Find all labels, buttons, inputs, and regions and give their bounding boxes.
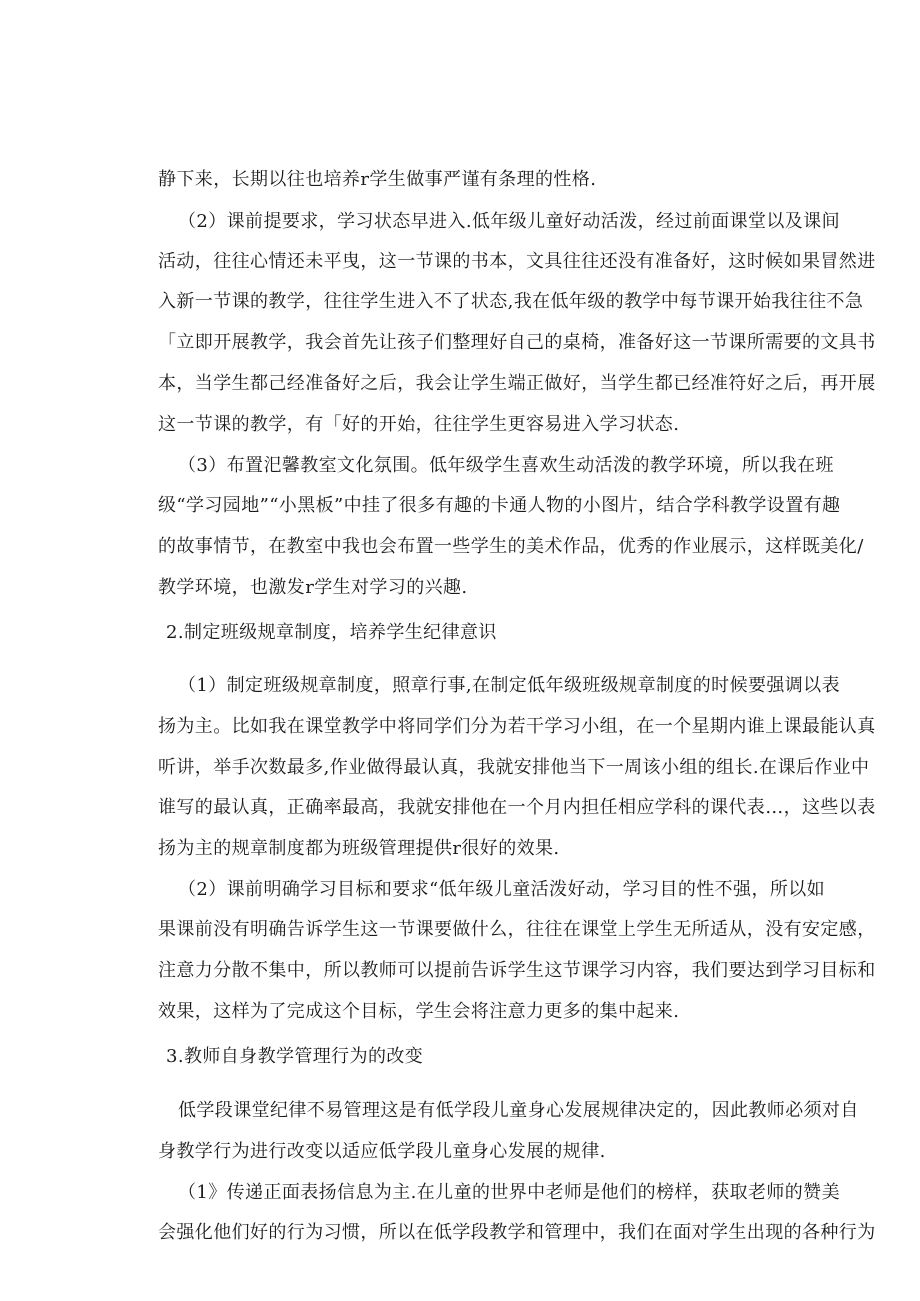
- text-line: 身教学行为进行改变以适应低学段儿童身心发展的规律.: [158, 1141, 606, 1162]
- text-line: （2）课前明确学习目标和要求“低年级儿童活泼好动，学习目的性不强，所以如: [178, 879, 826, 900]
- text-line: 活动，往往心情还未平曳，这一节课的书本，文具往往还没有准备好，这时候如果冒然进: [158, 251, 876, 272]
- text-line: （2）课前提要求，学习状态早进入.低年级儿童好动活泼，经过前面课堂以及课间: [178, 211, 840, 232]
- text-line: 级“学习园地”“小黑板”中挂了很多有趣的卡通人物的小图片，结合学科教学设置有趣: [158, 495, 841, 516]
- text-line: 低学段课堂纪律不易管理这是有低学段儿童身心发展规律决定的，因此教师必须对自: [178, 1100, 859, 1121]
- text-line: 果课前没有明确告诉学生这一节课要做什么，往往在课堂上学生无所适从，没有安定感，: [158, 919, 876, 940]
- text-line: （1）制定班级规章制度，照章行事,在制定低年级班级规章制度的时候要强调以表: [178, 675, 840, 696]
- text-line: （3）布置汜馨教室文化氛围。低年级学生喜欢生动活泼的教学环境，所以我在班: [178, 455, 834, 476]
- text-line: （1》传递正面表扬信息为主.在儿童的世界中老师是他们的榜样，获取老师的赞美: [178, 1182, 840, 1203]
- text-line: 会强化他们好的行为习惯，所以在低学段教学和管理中，我们在面对学生出现的各种行为: [158, 1222, 876, 1243]
- text-line: 听讲，举手次数最多,作业做得最认真，我就安排他当下一周该小组的组长.在课后作业中: [158, 757, 870, 778]
- text-line: 谁写的最认真，正确率最高，我就安排他在一个月内担任相应学科的课代表…，这些以表: [158, 797, 876, 818]
- text-line: 教学环境，也激发r学生对学习的兴趣.: [158, 577, 468, 598]
- section-heading: 2.制定班级规章制度，培养学生纪律意识: [166, 622, 497, 643]
- text-line: 「立即开展教学，我会首先让孩子们整理好自己的桌椅，准备好这一节课所需要的文具书: [158, 332, 876, 353]
- text-line: 本，当学生都己经准备好之后，我会让学生端正做好，当学生都已经准符好之后，再开展: [158, 373, 876, 394]
- text-line: 效果，这样为了完成这个目标，学生会将注意力更多的集中起来.: [158, 1001, 680, 1022]
- text-line: 的故事情节，在教室中我也会布置一些学生的美术作品，优秀的作业展示，这样既美化/: [158, 536, 864, 557]
- text-line: 注意力分散不集中，所以教师可以提前告诉学生这节课学习内容，我们要达到学习目标和: [158, 960, 876, 981]
- text-line: 这一节课的教学，有「好的开始，往往学生更容易进入学习状态.: [158, 414, 680, 435]
- text-line: 静下来，长期以往也培养r学生做事严谨有条理的性格.: [158, 169, 597, 190]
- text-line: 扬为主。比如我在课堂教学中将同学们分为若干学习小组，在一个星期内谁上课最能认真: [158, 716, 876, 737]
- text-line: 扬为主的规章制度都为班级管理提供r很好的效果.: [158, 838, 560, 859]
- section-heading: 3.教师自身教学管理行为的改变: [166, 1046, 424, 1067]
- text-line: 入新一节课的教学，往往学生进入不了状态,我在低年级的教学中每节课开始我往往不急: [158, 291, 864, 312]
